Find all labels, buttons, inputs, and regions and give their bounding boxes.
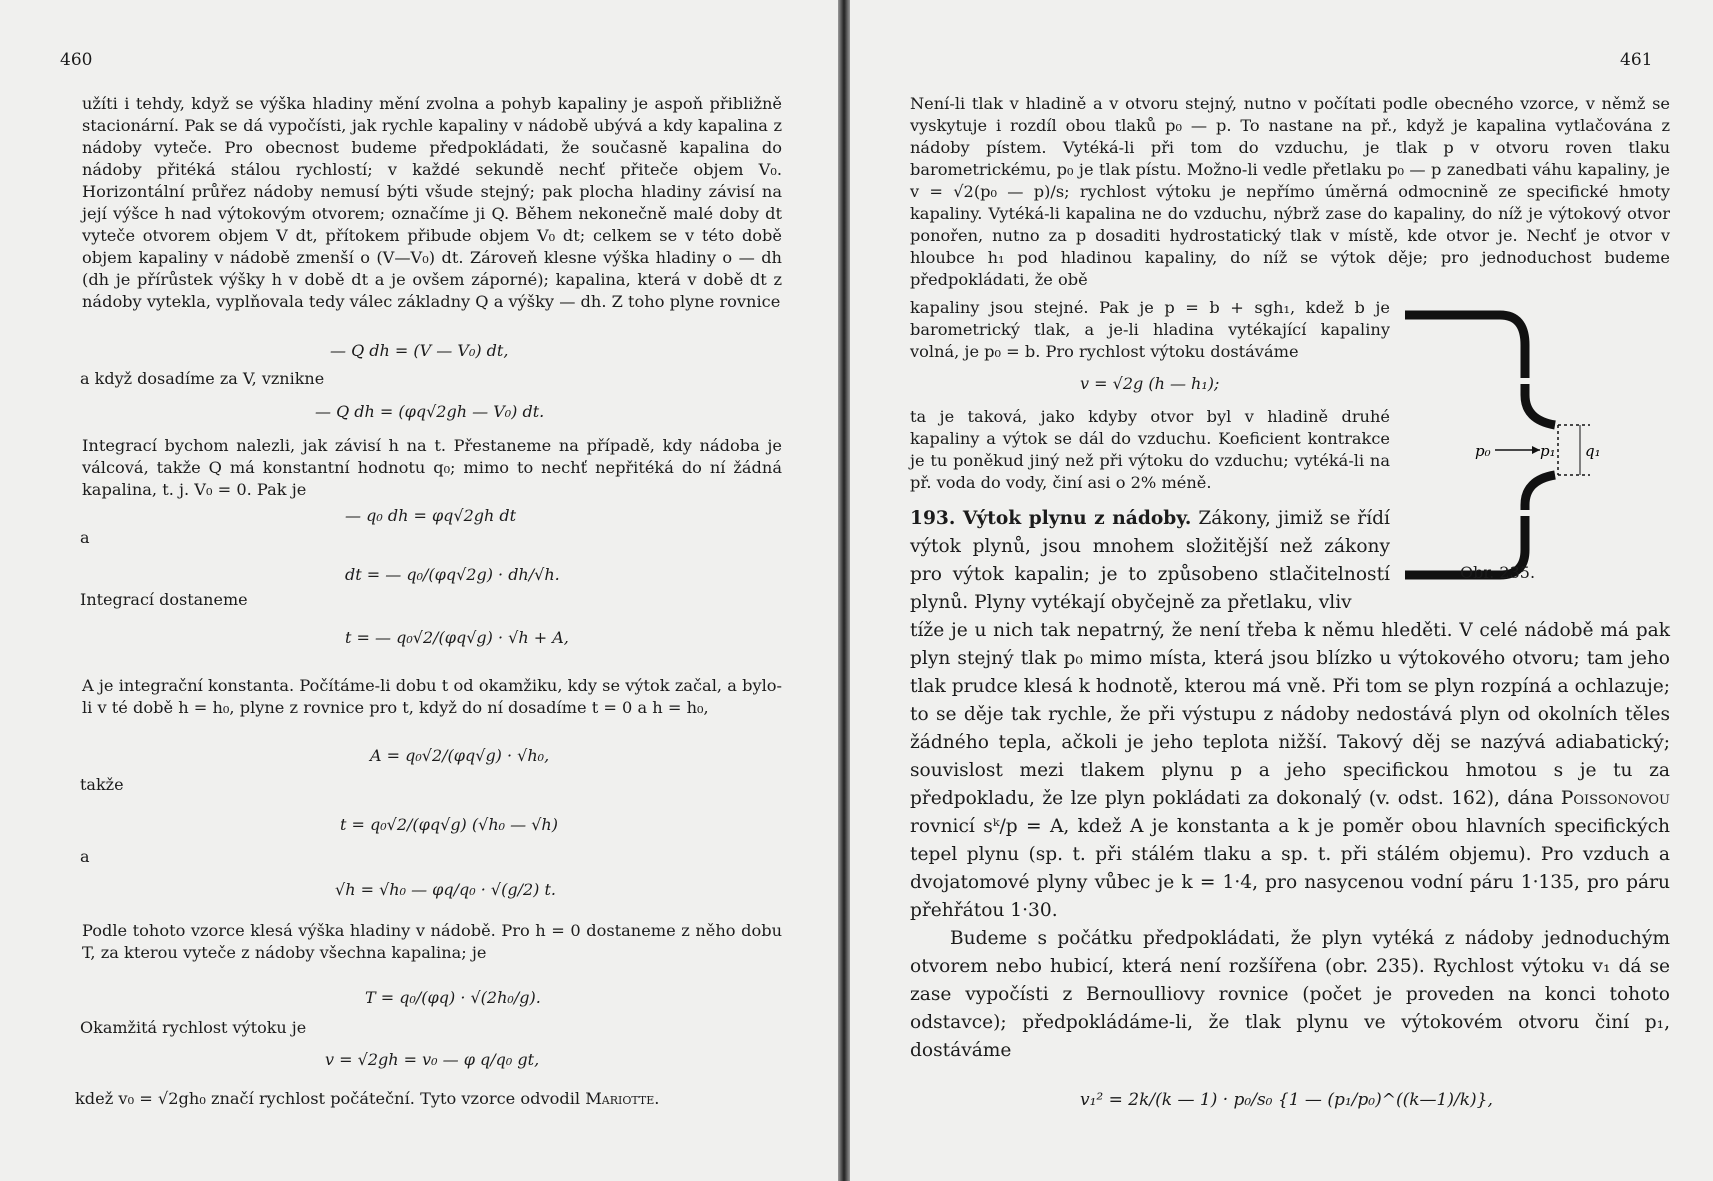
mariotte-sentence: kdež v₀ = √2gh₀ značí rychlost počáteční. Tyto vzorce odvodil <box>75 1089 586 1108</box>
sentence-end: . <box>654 1089 660 1108</box>
lower-vessel-wall <box>1405 475 1555 575</box>
section-body-text-end: rovnicí sᵏ/p = A, kdež A je konstanta a k je poměr obou hlavních specifických tepel plynu (sp. t. při stálém tlaku a sp. t. při stálém objemu). Pro vzduch a dvojatomové plyny vůbec je k = 1·4, pro nasycenou vodní páru 1·135, pro páru přehřátou 1·30. <box>910 816 1670 921</box>
section-intro: Zákony, jimiž se řídí výtok plynů, jsou mnohem složitější než zákony pro výtok kapalin; je to způsobeno stlačitelností plynů. Plyny vytékají obyčejně za přetlaku, vliv <box>910 508 1390 613</box>
left-text-2: a když dosadíme za V, vznikne <box>80 369 325 388</box>
equation-1: — Q dh = (V — V₀) dt, <box>330 341 509 360</box>
left-text-10: Okamžitá rychlost výtoku je <box>80 1018 307 1037</box>
equation-5: t = — q₀√2/(φq√g) · √h + A, <box>345 628 569 647</box>
equation-9: T = q₀/(φq) · √(2h₀/g). <box>365 988 541 1007</box>
author-name-mariotte: Mariotte <box>585 1089 655 1108</box>
final-equation: v₁² = 2k/(k — 1) · p₀/s₀ {1 — (p₁/p₀)^((k—1)/k)}, <box>1080 1090 1493 1110</box>
left-conjunction-a-2: a <box>80 847 90 866</box>
equation-2: — Q dh = (φq√2gh — V₀) dt. <box>315 402 545 421</box>
equation-7: t = q₀√2/(φq√g) (√h₀ — √h) <box>340 815 558 834</box>
left-paragraph-3: Integrací bychom nalezli, jak závisí h na t. Přestaneme na případě, kdy nádoba je válcová, takže Q má konstantní hodnotu q₀; mimo to nechť nepřitéká do ní žádná kapalina, t. j. V₀ = 0. Pak je <box>82 436 782 499</box>
section-body-text: tíže je u nich tak nepatrný, že není třeba k němu hleděti. V celé nádobě má pak plyn stejný tlak p₀ mimo místa, která jsou blízko u výtokového otvoru; tam jeho tlak prudce klesá k hodnotě, kterou má vně. Při tom se plyn rozpíná a ochlazuje; to se děje tak rychle, že při výstupu z nádoby nedostává plyn od okolních těles žádného tepla, ačkoli je jeho teplota nižší. Takový děj se nazývá adiabatický; souvislost mezi tlakem plynu p a jeho specifickou hmotou s je tu za předpokladu, že lze plyn pokládati za dokonalý (v. odst. 162), dána <box>910 620 1670 809</box>
page-number-left: 460 <box>60 50 93 70</box>
label-q1: q₁ <box>1585 442 1601 460</box>
left-page <box>0 0 838 1181</box>
left-text-4: Integrací dostaneme <box>80 590 248 609</box>
lower-wall-gap <box>1519 510 1531 516</box>
left-paragraph-11 <box>75 1088 795 1110</box>
equation-6: A = q₀√2/(φq√g) · √h₀, <box>370 746 550 765</box>
left-text-6: takže <box>80 775 124 794</box>
label-p0: p₀ <box>1475 442 1491 460</box>
section-193-body <box>910 617 1670 925</box>
right-equation-1: v = √2g (h — h₁); <box>1080 374 1220 393</box>
right-page <box>850 0 1713 1181</box>
left-paragraph-1: užíti i tehdy, když se výška hladiny mění zvolna a pohyb kapaliny je aspoň přibližně stacionární. Pak se dá vypočísti, jak rychle kapaliny v nádobě ubývá a kdy kapalina z nádoby vyteče. Pro obecnost budeme předpokládati, že současně kapalina do nádoby přitéká stálou rychlostí; v každé sekundě nechť přiteče objem V₀. Horizontální průřez nádoby nemusí býti všude stejný; pak plocha hladiny závisí na její výšce h nad výtokovým otvorem; označíme ji Q. Během nekonečně malé doby dt vyteče otvorem objem V dt, přítokem přibude objem V₀ dt; celkem se v této době objem kapaliny v nádobě zmenší o (V—V₀) dt. Zároveň klesne výška hladiny o — dh (dh je přírůstek výšky h v době dt a je ovšem záporné); kapalina, která v době dt z nádoby vytekla, vyplňovala tedy válec základny Q a výšky — dh. Z toho plyne rovnice <box>82 94 782 311</box>
equation-10: v = √2gh = v₀ — φ q/q₀ gt, <box>325 1050 540 1069</box>
figure-caption: Obr. 235. <box>1460 563 1536 582</box>
equation-4: dt = — q₀/(φq√2g) · dh/√h. <box>345 565 560 584</box>
left-paragraph-6: A je integrační konstanta. Počítáme-li dobu t od okamžiku, kdy se výtok začal, a bylo-li v té době h = h₀, plyne z rovnice pro t, když do ní dosadíme t = 0 a h = h₀, <box>82 676 782 717</box>
equation-3: — q₀ dh = φq√2gh dt <box>345 506 517 525</box>
equation-8: √h = √h₀ — φq/q₀ · √(g/2) t. <box>335 880 557 899</box>
author-name-poisson: Poissonovou <box>1560 788 1670 809</box>
left-paragraph-9: Podle tohoto vzorce klesá výška hladiny v nádobě. Pro h = 0 dostaneme z něho dobu T, za kterou vyteče z nádoby všechna kapalina; je <box>82 921 782 962</box>
right-paragraph-1: Není-li tlak v hladině a v otvoru stejný, nutno v počítati podle obecného vzorce, v němž se vyskytuje i rozdíl obou tlaků p₀ — p. To nastane na př., když je kapalina vytlačována z nádoby pístem. Vytéká-li při tom do vzduchu, je tlak p v otvoru roven tlaku barometrickému, p₀ je tlak pístu. Možno-li vedle přetlaku p₀ — p zanedbati váhu kapaliny, je v = √2(p₀ — p)/s; rychlost výtoku je nepřímo úměrná odmocnině ze specifické hmoty kapaliny. Vytéká-li kapalina ne do vzduchu, nýbrž zase do kapaliny, do níž je výtokový otvor ponořen, nutno za p dosaditi hydrostatický tlak v místě, kde otvor je. Nechť je otvor v hloubce h₁ pod hladinou kapaliny, do níž se výtok děje; pro jednoduchost budeme předpokládati, že obě <box>910 94 1670 289</box>
right-paragraph-2: ta je taková, jako kdyby otvor byl v hladině druhé kapaliny a výtok se dál do vzduchu. Koeficient kontrakce je tu poněkud jiný než při výtoku do vzduchu; vytéká-li na př. voda do vody, činí asi o 2% méně. <box>910 407 1390 492</box>
nozzle-diagram <box>1400 300 1700 590</box>
flow-arrow-head <box>1532 446 1540 454</box>
right-paragraph-1b: kapaliny jsou stejné. Pak je p = b + sgh₁, kdež b je barometrický tlak, a je-li hladina vytékající kapaliny volná, je p₀ = b. Pro rychlost výtoku dostáváme <box>910 298 1390 361</box>
right-paragraph-4: Budeme s počátku předpokládati, že plyn vytéká z nádoby jednoduchým otvorem nebo hubicí, která není rozšířena (obr. 235). Rychlost výtoku v₁ dá se zase vypočísti z Bernoulliovy rovnice (počet je proveden na konci tohoto odstavce); předpokládáme-li, že tlak plynu ve výtokovém otvoru činí p₁, dostáváme <box>910 928 1670 1061</box>
left-conjunction-a-1: a <box>80 528 90 547</box>
section-193 <box>910 505 1390 617</box>
upper-wall-gap <box>1519 378 1531 384</box>
page-number-right: 461 <box>1620 50 1653 70</box>
label-p1: p₁ <box>1540 442 1556 460</box>
book-gutter <box>838 0 850 1181</box>
upper-vessel-wall <box>1405 315 1555 425</box>
section-heading: 193. Výtok plynu z nádoby. <box>910 508 1192 529</box>
